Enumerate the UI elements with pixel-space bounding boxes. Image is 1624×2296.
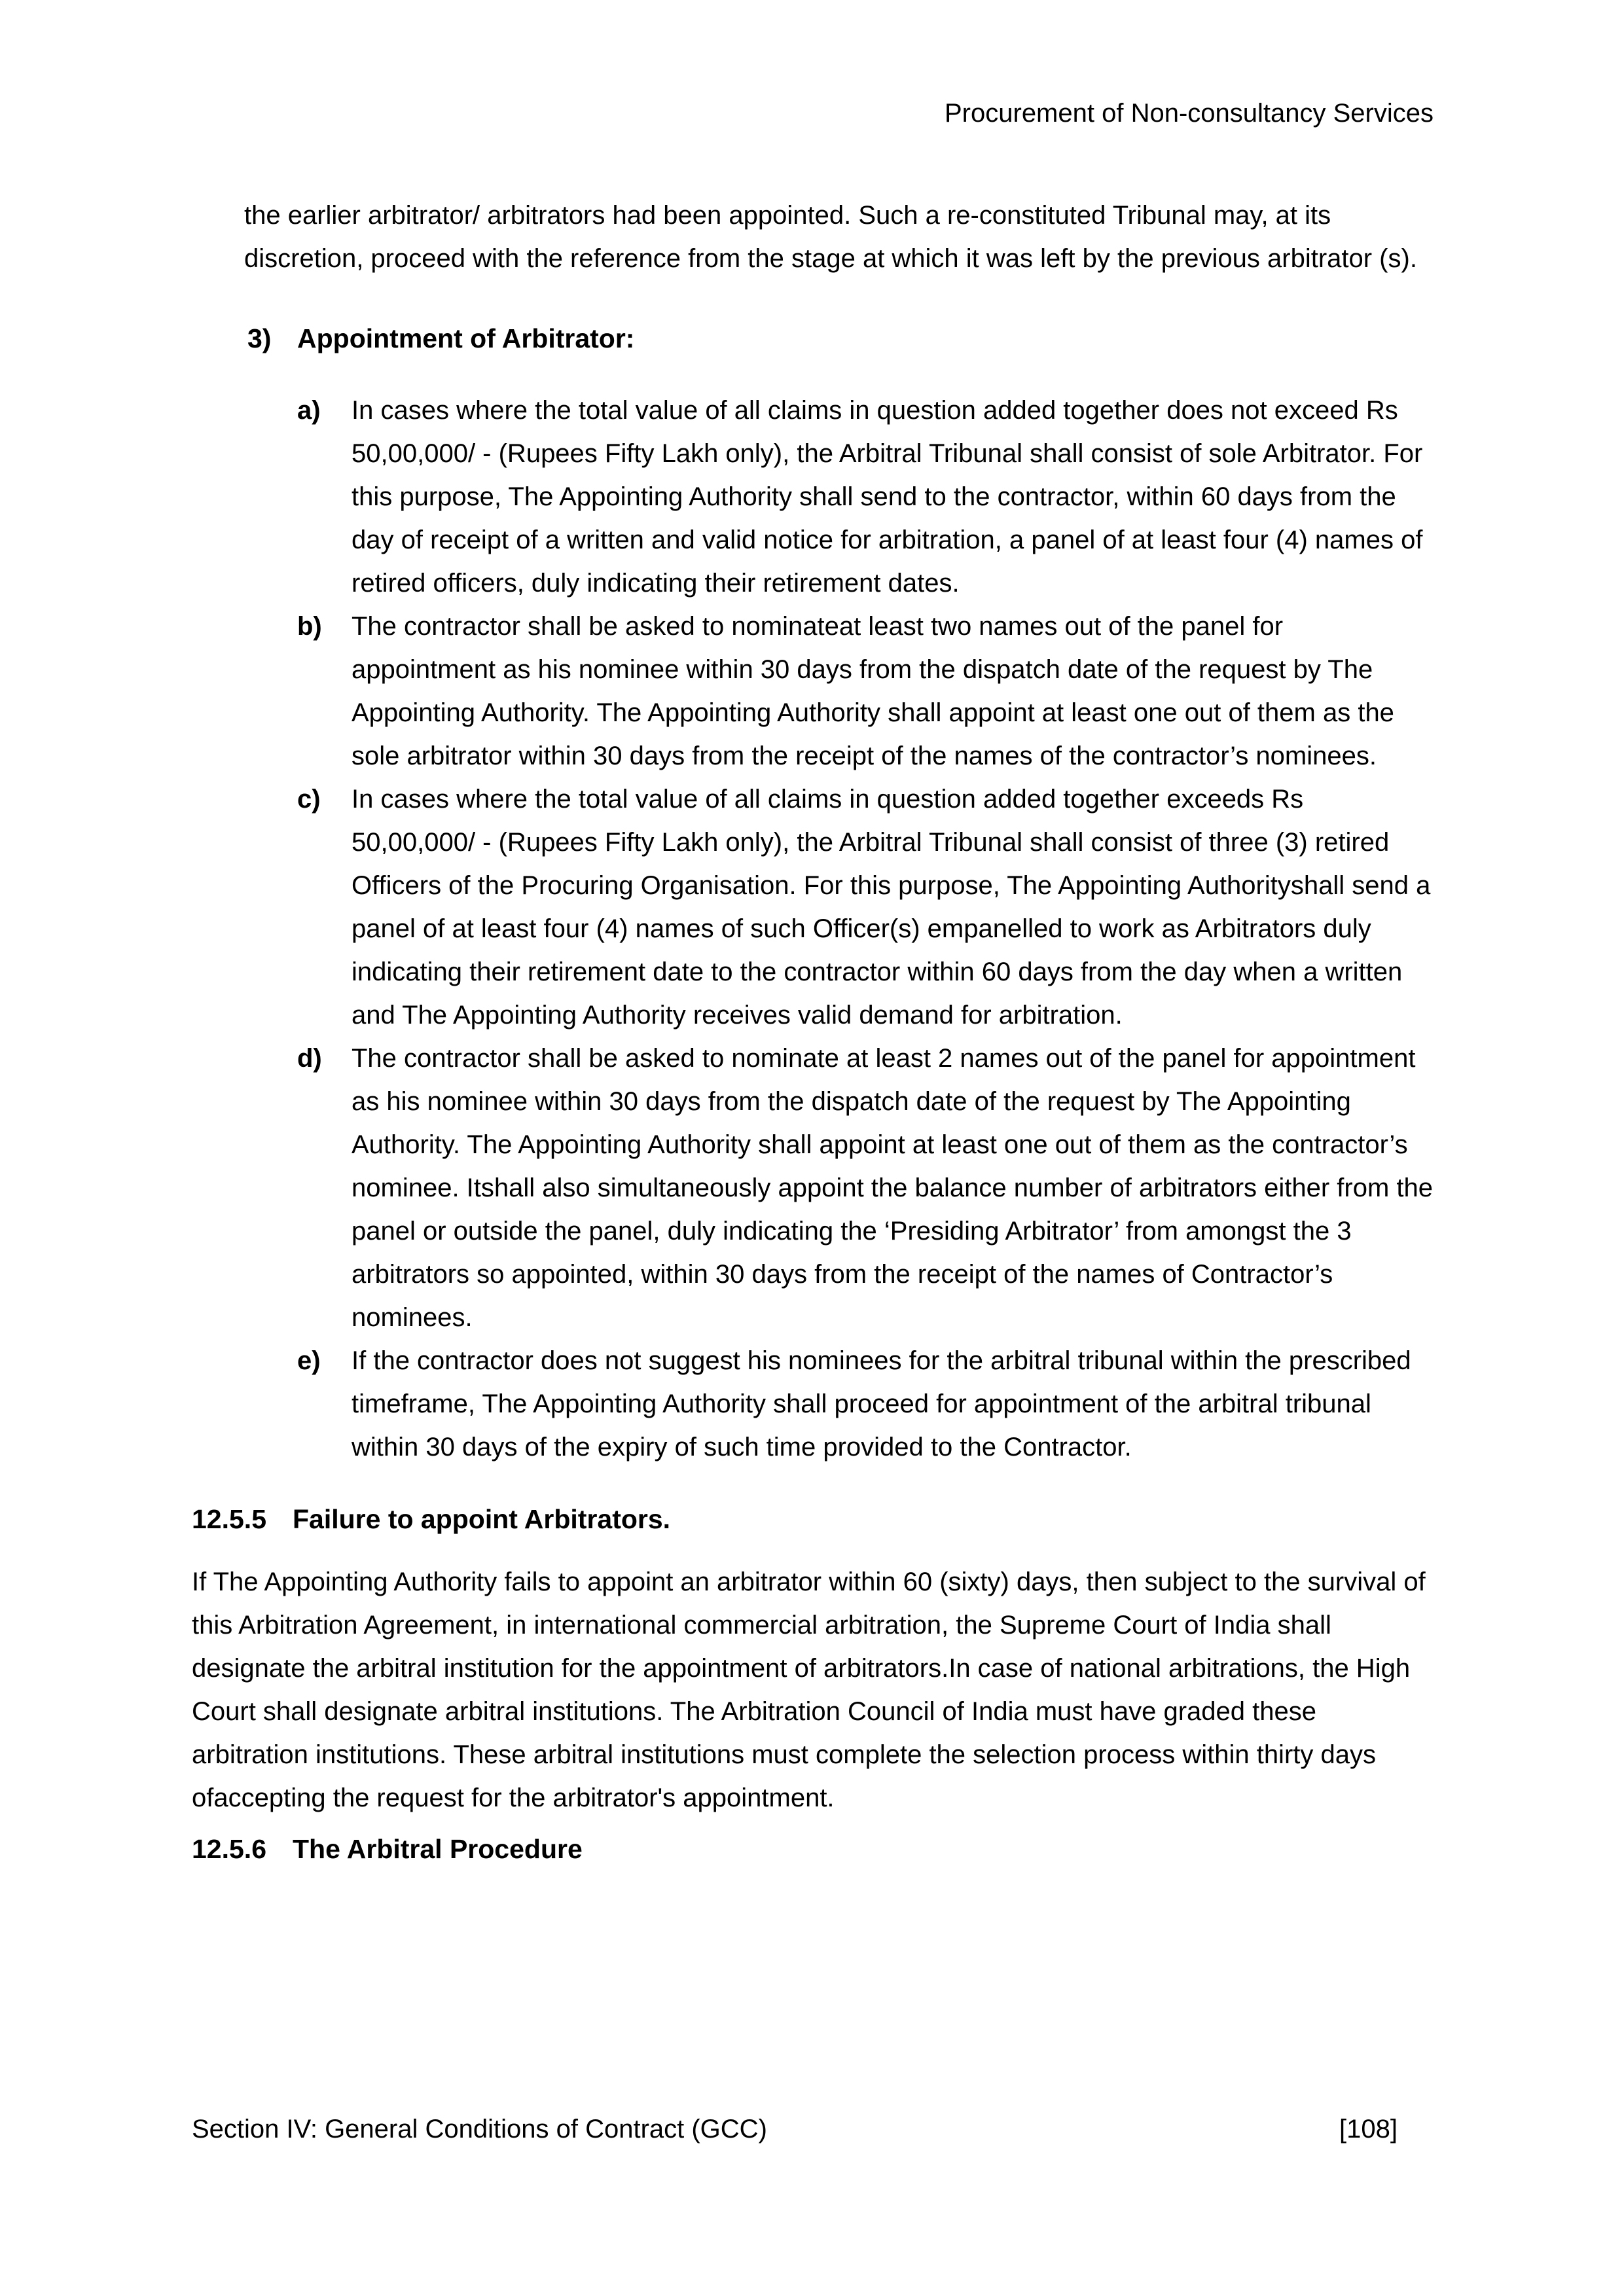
list-item-text: In cases where the total value of all claims in question added together exceeds Rs 50,00,000/ - (Rupees Fifty Lakh only), the Arbitral Tribunal shall consist of three (3) retired Officers of the Procuring Organisation. For this purpose, The Appointing Authorityshall send a panel of at least four (4) names of such Officer(s) empanelled to work as Arbitrators duly indicating their retirement date to the contractor within 60 days from the day when a written and The Appointing Authority receives valid demand for arbitration. <box>352 785 1431 1030</box>
section-title: The Arbitral Procedure <box>293 1834 583 1864</box>
list-item-b <box>297 605 1434 778</box>
page-number: [108] <box>1339 2115 1398 2144</box>
list-item-label: e) <box>297 1346 321 1375</box>
section-title: Failure to appoint Arbitrators. <box>293 1504 671 1534</box>
heading-failure-to-appoint-arbitrators <box>192 1498 1434 1541</box>
list-item-text: The contractor shall be asked to nominateat least two names out of the panel for appointment as his nominee within 30 days from the dispatch date of the request by The Appointing Authority. The Appointing Authority shall appoint at least one out of them as the sole arbitrator within 30 days from the receipt of the names of the contractor’s nominees. <box>352 612 1394 770</box>
heading-number: 3) <box>247 323 272 353</box>
section-number: 12.5.6 <box>192 1834 266 1864</box>
list-item-e <box>297 1339 1434 1469</box>
list-item-text: The contractor shall be asked to nominate at least 2 names out of the panel for appointment as his nominee within 30 days from the dispatch date of the request by The Appointing Authority. The Appointing Authority shall appoint at least one out of them as the contractor’s nominee. Itshall also simultaneously appoint the balance number of arbitrators either from the panel or outside the panel, duly indicating the ‘Presiding Arbitrator’ from amongst the 3 arbitrators so appointed, within 30 days from the receipt of the names of Contractor’s nominees. <box>352 1044 1434 1332</box>
failure-to-appoint-paragraph: If The Appointing Authority fails to appoint an arbitrator within 60 (sixty) days, then subject to the survival of this Arbitration Agreement, in international commercial arbitration, the Supreme Court of India shall designate the arbitral institution for the appointment of arbitrators.In case of national arbitrations, the High Court shall designate arbitral institutions. The Arbitration Council of India must have graded these arbitration institutions. These arbitral institutions must complete the selection process within thirty days ofaccepting the request for the arbitrator's appointment. <box>192 1568 1426 1812</box>
arbitrator-appointment-list <box>297 389 1434 1469</box>
list-item-label: d) <box>297 1044 322 1073</box>
heading-appointment-of-arbitrator <box>247 317 1434 360</box>
heading-arbitral-procedure <box>192 1827 1434 1871</box>
list-item-text: If the contractor does not suggest his nominees for the arbitral tribunal within the prescribed timeframe, The Appointing Authority shall proceed for appointment of the arbitral tribunal within 30 days of the expiry of such time provided to the Contractor. <box>352 1346 1411 1462</box>
list-item-c <box>297 778 1434 1037</box>
list-item-label: c) <box>297 785 321 814</box>
section-number: 12.5.5 <box>192 1504 266 1534</box>
running-header: Procurement of Non-consultancy Services <box>945 99 1434 128</box>
intro-paragraph: the earlier arbitrator/ arbitrators had been appointed. Such a re-constituted Tribunal may, at its discretion, proceed with the reference from the stage at which it was left by the previous arbitrator (s). <box>244 201 1417 273</box>
list-item-label: b) <box>297 612 322 641</box>
footer-section-label: Section IV: General Conditions of Contract (GCC) <box>192 2115 767 2144</box>
page-footer <box>192 2108 1434 2151</box>
list-item-text: In cases where the total value of all claims in question added together does not exceed Rs 50,00,000/ - (Rupees Fifty Lakh only), the Arbitral Tribunal shall consist of sole Arbitrator. For this purpose, The Appointing Authority shall send to the contractor, within 60 days from the day of receipt of a written and valid notice for arbitration, a panel of at least four (4) names of retired officers, duly indicating their retirement dates. <box>352 396 1423 598</box>
heading-title: Appointment of Arbitrator: <box>297 323 635 353</box>
list-item-a <box>297 389 1434 605</box>
list-item-d <box>297 1037 1434 1339</box>
list-item-label: a) <box>297 396 321 425</box>
